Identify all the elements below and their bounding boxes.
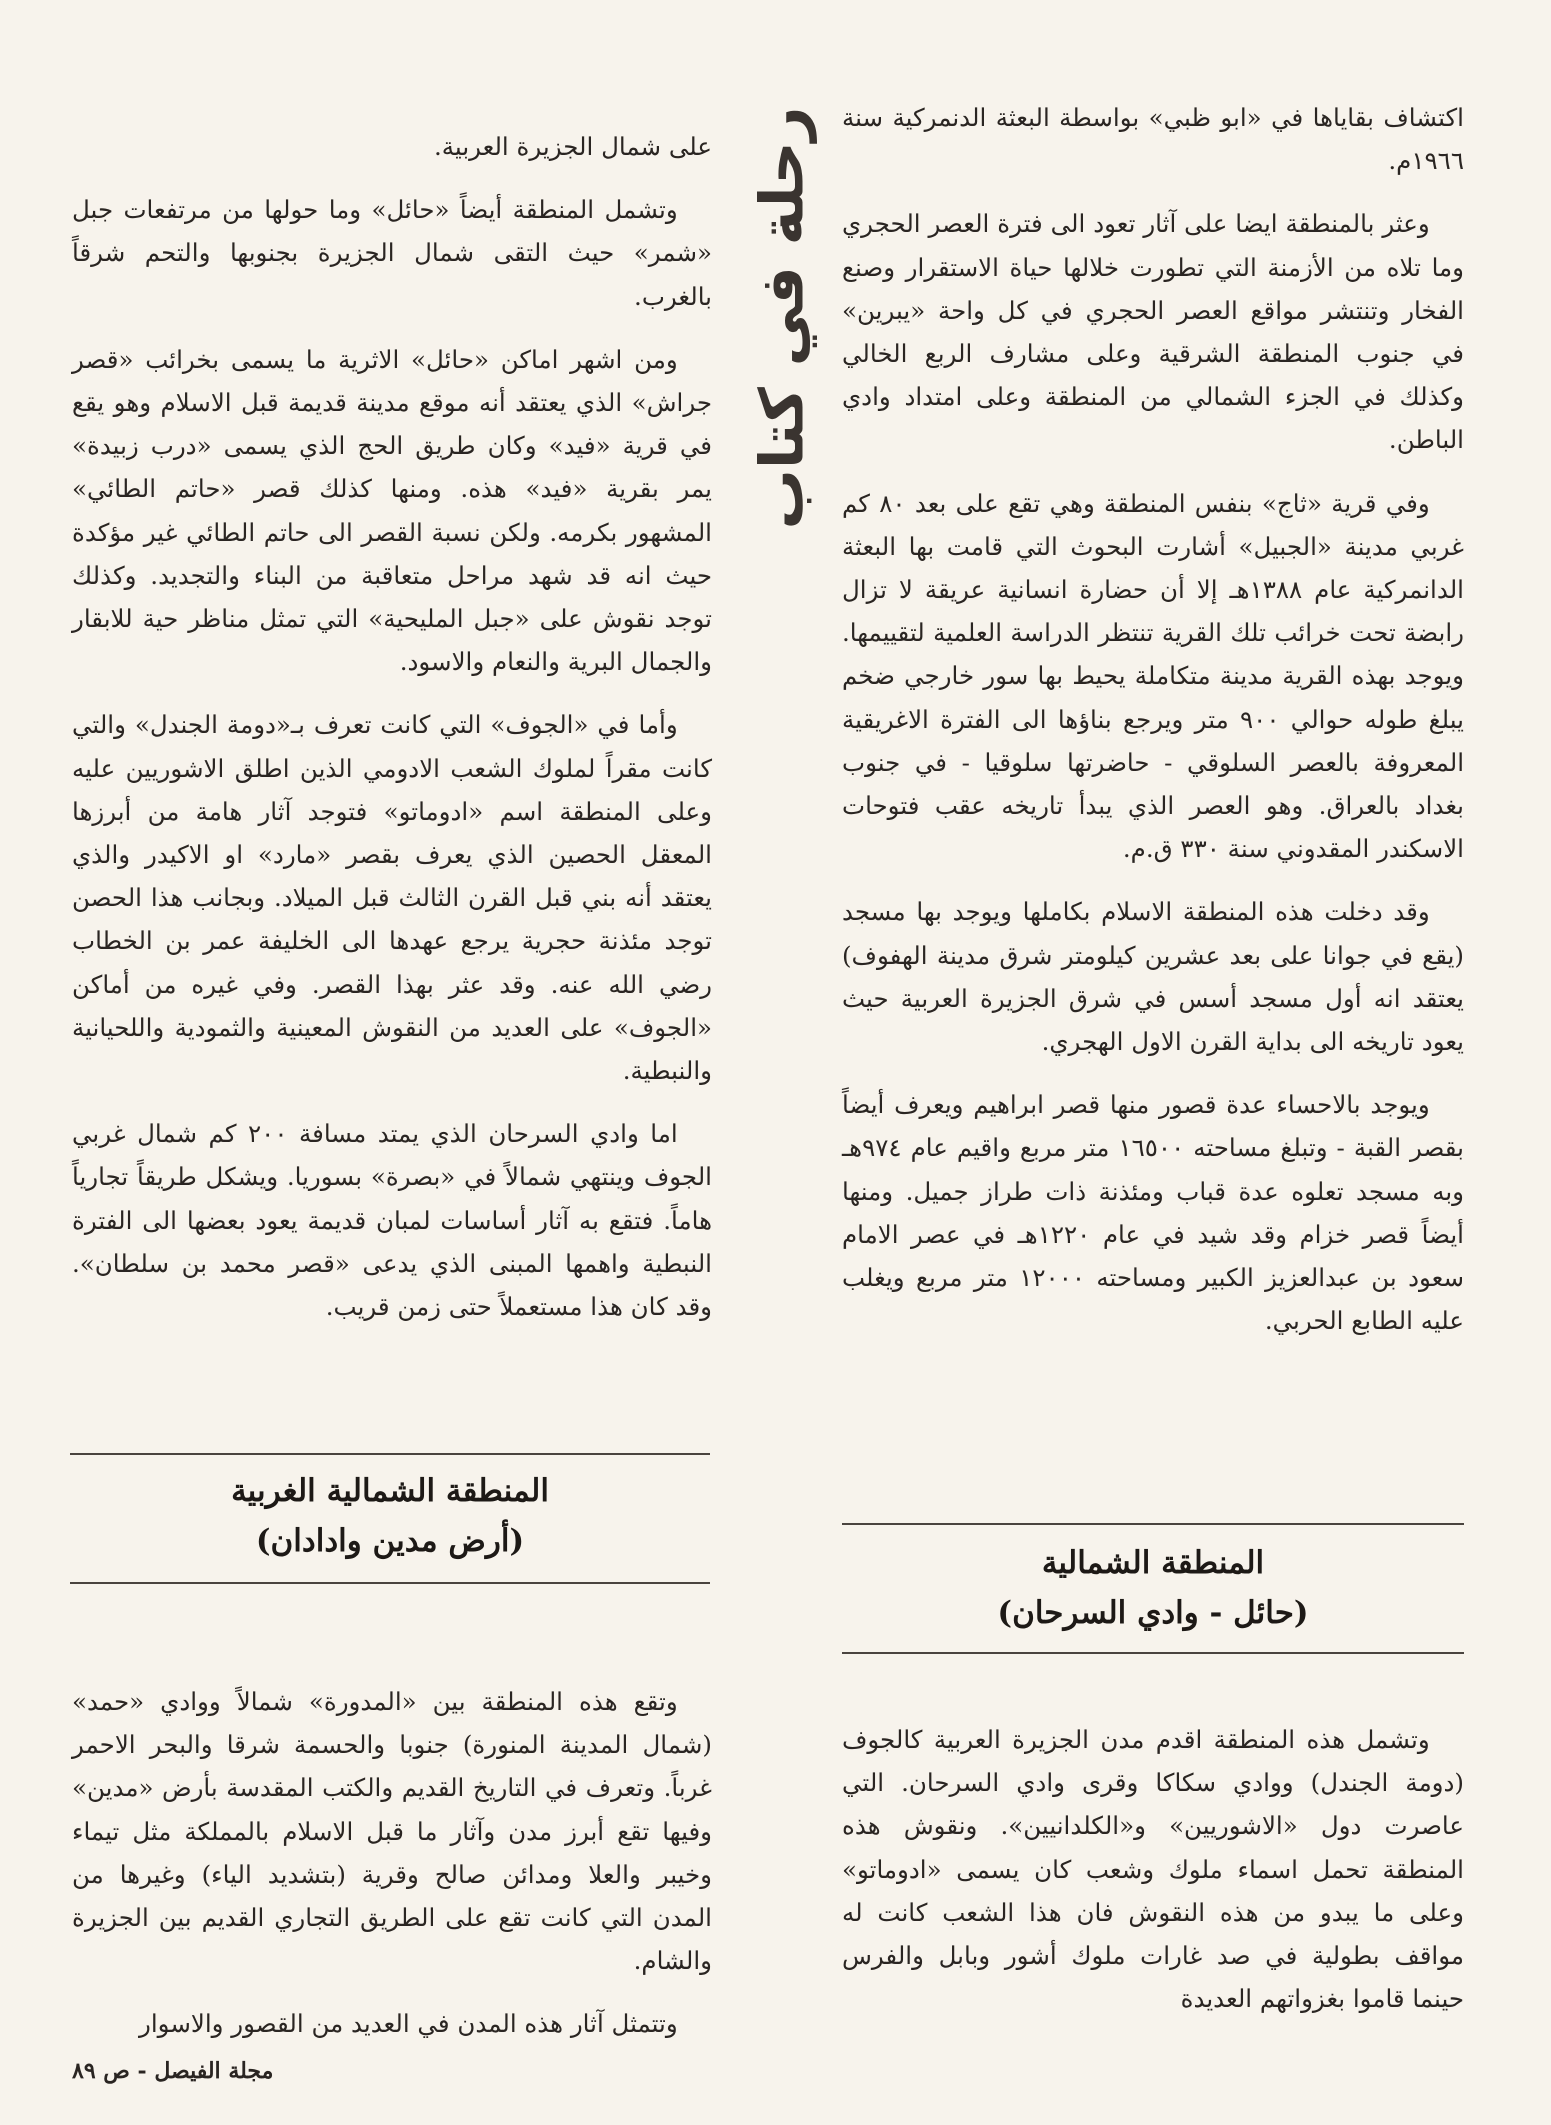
paragraph: اما وادي السرحان الذي يمتد مسافة ٢٠٠ كم شمال غربي الجوف وينتهي شمالاً في «بصرة» بسوريا. ويشكل طريقاً تجارياً هاماً. فتقع به آثار أساسات لمبان قديمة يعود بعضها الى الفترة النبطية واهمها المبنى الذي يدعى «قصر محمد بن سلطان». وقد كان هذا مستعملاً حتى زمن قريب. xyxy=(72,1119,712,1322)
paragraph: ويوجد بالاحساء عدة قصور منها قصر ابراهيم ويعرف أيضاً بقصر القبة - وتبلغ مساحته ١٦٥٠٠ متر مربع واقيم عام ٩٧٤هـ وبه مسجد تعلوه عدة قباب ومئذنة ذات طراز جميل. ومنها أيضاً قصر خزام وقد شيد في عام ١٢٢٠هـ في عصر الامام سعود بن عبدالعزيز الكبير ومساحته ١٢٠٠٠ متر مربع ويغلب عليه الطابع الحربي. xyxy=(842,1090,1464,1336)
section-heading-northwest xyxy=(70,1466,710,1566)
paragraph: وعثر بالمنطقة ايضا على آثار تعود الى فترة العصر الحجري وما تلاه من الأزمنة التي تطورت خلالها حياة الاستقرار وصنع الفخار وتنتشر مواقع العصر الحجري في كل واحة «يبرين» في جنوب المنطقة الشرقية وعلى مشارف الربع الخالي وكذلك في الجزء الشمالي من المنطقة وعلى امتداد وادي الباطن. xyxy=(842,209,1464,455)
right-bottom-column xyxy=(842,1718,1464,2040)
section-divider xyxy=(70,1582,710,1584)
paragraph: وفي قرية «ثاج» بنفس المنطقة وهي تقع على بعد ٨٠ كم غربي مدينة «الجبيل» أشارت البحوث التي قامت بها البعثة الدانمركية عام ١٣٨٨هـ إلا أن حضارة انسانية عريقة لا تزال رابضة تحت خرائب تلك القرية تنتظر الدراسة العلمية لتقييمها. ويوجد بهذه القرية مدينة متكاملة يحيط بها سور خارجي ضخم يبلغ طوله حوالي ٩٠٠ متر ويرجع بناؤها الى الفترة الاغريقية المعروفة بالعصر السلوقي - حاضرتها سلوقيا - في جنوب بغداد بالعراق. وهو العصر الذي يبدأ تاريخه عقب فتوحات الاسكندر المقدوني سنة ٣٣٠ ق.م. xyxy=(842,488,1464,864)
section-divider xyxy=(842,1652,1464,1654)
page-footer: مجلة الفيصل - ص ٨٩ xyxy=(72,2058,274,2084)
right-column xyxy=(842,96,1464,1362)
paragraph: وتشمل المنطقة أيضاً «حائل» وما حولها من مرتفعات جبل «شمر» حيث التقى شمال الجزيرة بجنوبها والتحم شرقاً بالغرب. xyxy=(72,195,712,311)
heading-line: المنطقة الشمالية الغربية xyxy=(231,1473,549,1509)
paragraph: ومن اشهر اماكن «حائل» الاثرية ما يسمى بخرائب «قصر جراش» الذي يعتقد أنه موقع مدينة قديمة قبل الاسلام وهو يقع في قرية «فيد» وكان طريق الحج الذي يسمى «درب زبيدة» يمر بقرية «فيد» هذه. ومنها كذلك قصر «حاتم الطائي» المشهور بكرمه. ولكن نسبة القصر الى حاتم الطائي غير مؤكدة حيث انه قد شهد مراحل متعاقبة من البناء والتجديد. وكذلك توجد نقوش على «جبل المليحية» التي تمثل مناظر حية للابقار والجمال البرية والنعام والاسود. xyxy=(72,344,712,677)
section-heading-north xyxy=(842,1538,1464,1638)
paragraph: وتشمل هذه المنطقة اقدم مدن الجزيرة العربية كالجوف (دومة الجندل) ووادي سكاكا وقرى وادي السرحان. التي عاصرت دول «الاشوريين» و«الكلدانيين». ونقوش هذه المنطقة تحمل اسماء ملوك وشعب كان يسمى «ادوماتو» وعلى ما يبدو من هذه النقوش فان هذا الشعب كانت له مواقف بطولية في صد غارات ملوك أشور وبابل والفرس حينما قاموا بغزواتهم العديدة xyxy=(842,1725,1464,2014)
paragraph: وتقع هذه المنطقة بين «المدورة» شمالاً ووادي «حمد» (شمال المدينة المنورة) جنوبا والحسمة شرقا والبحر الاحمر غرباً. وتعرف في التاريخ القديم والكتب المقدسة بأرض «مدين» وفيها تقع أبرز مدن وآثار ما قبل الاسلام بالمملكة مثل تيماء وخيبر والعلا ومدائن صالح وقرية (بتشديد الياء) وغيرها من المدن التي كانت تقع على الطريق التجاري القديم بين الجزيرة والشام. xyxy=(72,1687,712,1976)
side-title-text: رحلة في كتاب xyxy=(747,106,818,530)
paragraph: على شمال الجزيرة العربية. xyxy=(434,132,712,161)
heading-line: المنطقة الشمالية xyxy=(1041,1545,1265,1581)
left-bottom-column xyxy=(72,1680,712,2066)
section-side-title xyxy=(732,106,832,530)
left-column xyxy=(72,125,712,1348)
section-divider xyxy=(842,1523,1464,1525)
paragraph: وأما في «الجوف» التي كانت تعرف بـ«دومة الجندل» والتي كانت مقراً لملوك الشعب الادومي الذين اطلق الاشوريين عليه وعلى المنطقة اسم «ادوماتو» فتوجد آثار هامة من أبرزها المعقل الحصين الذي يعرف بقصر «مارد» او الاكيدر والذي يعتقد أنه بني قبل القرن الثالث قبل الميلاد. وبجانب هذا الحصن توجد مئذنة حجرية يرجع عهدها الى الخليفة عمر بن الخطاب رضي الله عنه. وقد عثر بهذا القصر. وفي غيره من أماكن «الجوف» على العديد من النقوش المعينية والثمودية واللحيانية والنبطية. xyxy=(72,710,712,1086)
paragraph: اكتشاف بقاياها في «ابو ظبي» بواسطة البعثة الدنمركية سنة ١٩٦٦م. xyxy=(842,103,1464,176)
paragraph: وتتمثل آثار هذه المدن في العديد من القصور والاسوار xyxy=(139,2009,678,2039)
heading-subline: (حائل - وادي السرحان) xyxy=(997,1595,1309,1631)
paragraph: وقد دخلت هذه المنطقة الاسلام بكاملها ويوجد بها مسجد (يقع في جوانا على بعد عشرين كيلومتر شرق مدينة الهفوف) يعتقد انه أول مسجد أسس في شرق الجزيرة العربية حيث يعود تاريخه الى بداية القرن الاول الهجري. xyxy=(842,897,1464,1057)
section-divider xyxy=(70,1453,710,1455)
heading-subline: (أرض مدين وادادان) xyxy=(255,1523,525,1559)
